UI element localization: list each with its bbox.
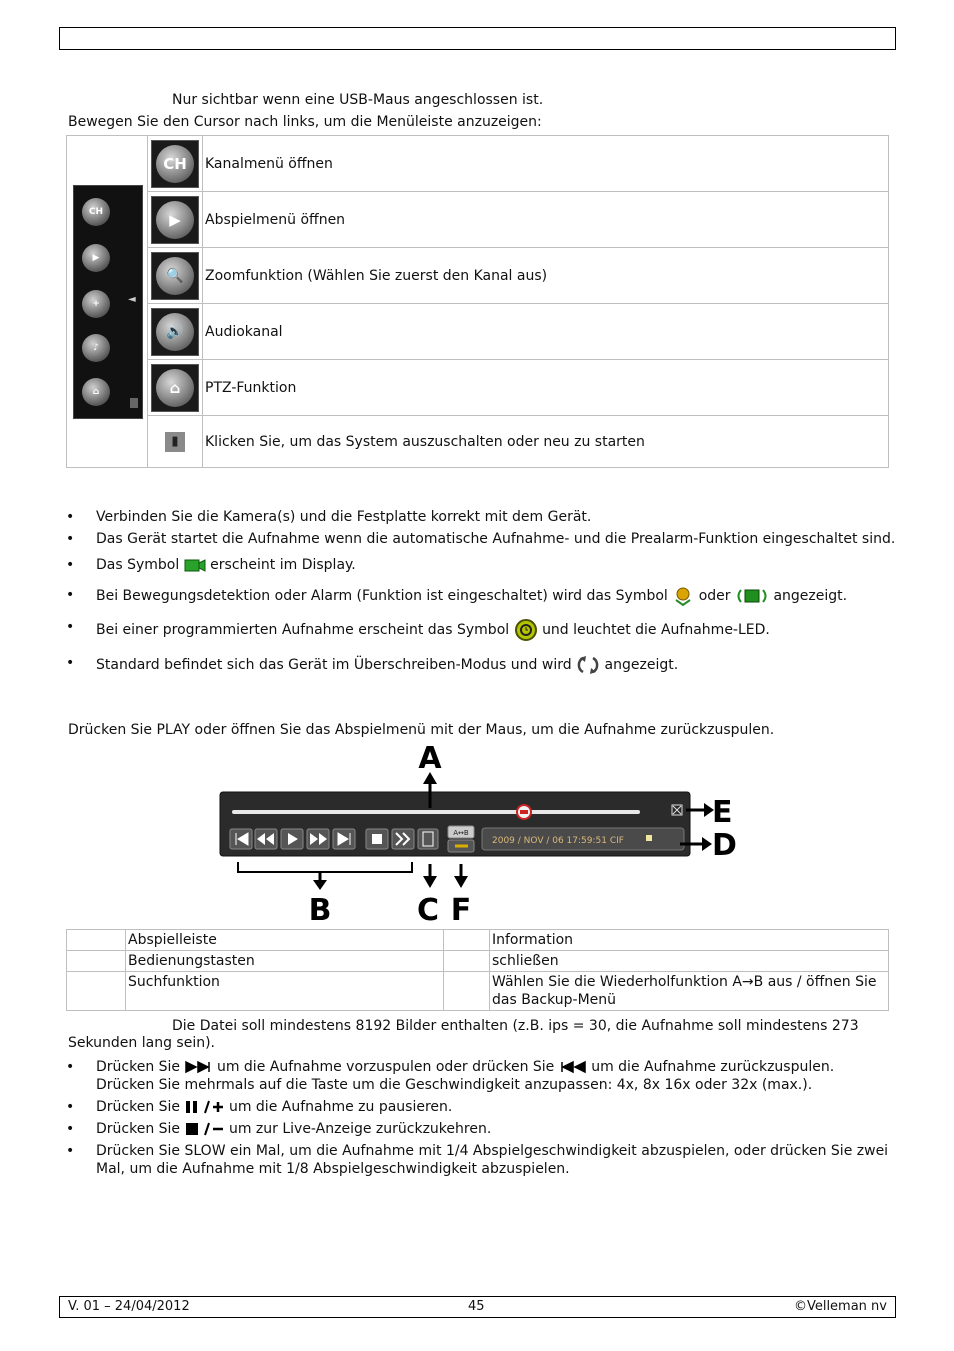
motion-icon: [672, 586, 694, 606]
file-note-line1: Die Datei soll mindestens 8192 Bilder enthalten (z.B. ips = 30, die Aufnahme soll mindestens 273: [172, 1018, 859, 1034]
overwrite-icon: [576, 654, 600, 676]
list-item: • Verbinden Sie die Kamera(s) und die Festplatte korrekt mit dem Gerät.: [66, 508, 896, 526]
sidebar-zoom-icon: +: [82, 290, 110, 318]
list-item: • Drücken Sie SLOW ein Mal, um die Aufnahme mit 1/4 Abspielgeschwindigkeit abzuspielen, oder drücken Sie zwei Mal, um die Aufnahme mit 1/8 Abspielgeschwindigkeit abzuspielen.: [66, 1142, 896, 1178]
seek-bar: [232, 810, 640, 814]
label-d: D: [712, 828, 737, 863]
footer-version: V. 01 – 24/04/2012: [68, 1299, 190, 1314]
sidebar-audio-icon: ♪: [82, 334, 110, 362]
sidebar-power-icon: [130, 398, 138, 408]
footer-page-number: 45: [468, 1299, 485, 1314]
table-cell: Wählen Sie die Wiederholfunktion A→B aus / öffnen Sie das Backup-Menü: [490, 972, 889, 1011]
list-item: • Bei einer programmierten Aufnahme erscheint das Symbol und leuchtet die Aufnahme-LED.: [66, 618, 896, 642]
schedule-clock-icon: [514, 618, 538, 642]
ab-label: A↔B: [453, 829, 469, 837]
sidebar-play-icon: ▶: [82, 244, 110, 272]
ch-icon-cell: [148, 136, 203, 192]
table-cell: [67, 930, 126, 951]
row-label: Kanalmenü öffnen: [203, 136, 889, 192]
label-b: B: [308, 893, 332, 926]
sidebar-cell: [67, 136, 148, 468]
zoom-icon[interactable]: 🔍: [151, 252, 199, 300]
table-cell: Information: [490, 930, 889, 951]
ptz-icon[interactable]: ⌂: [151, 364, 199, 412]
row-label: Zoomfunktion (Wählen Sie zuerst den Kanal aus): [203, 248, 889, 304]
footer: [59, 1296, 896, 1318]
list-item: • Drücken Sie um zur Live-Anzeige zurückzukehren.: [66, 1120, 896, 1138]
channel-icon[interactable]: CH: [151, 140, 199, 188]
stop-icon: [372, 834, 382, 844]
table-cell: Bedienungstasten: [126, 951, 444, 972]
table-cell: [444, 930, 490, 951]
list-item: • Das Symbol erscheint im Display.: [66, 556, 896, 574]
list-item: • Drücken Sie um die Aufnahme vorzuspulen oder drücken Sie um die Aufnahme zurückzuspulen. Drücken Sie mehrmals auf die Taste um die Geschwindigkeit anzupassen: 4x, 8x 16x oder 32x (max.).: [66, 1058, 896, 1094]
usb-note: Nur sichtbar wenn eine USB-Maus angeschlossen ist.: [172, 92, 544, 108]
alarm-icon: [735, 587, 769, 605]
playback-bullets: [66, 1058, 896, 1178]
footer-copyright: ©Velleman nv: [793, 1299, 887, 1314]
stop-minus-icon: [185, 1121, 225, 1137]
label-e: E: [712, 795, 733, 830]
status-text: 2009 / NOV / 06 17:59:51 CIF: [492, 836, 624, 846]
info-table: [66, 929, 889, 1011]
table-cell: [444, 951, 490, 972]
row-label: Abspielmenü öffnen: [203, 192, 889, 248]
list-item: • Standard befindet sich das Gerät im Überschreiben-Modus und wird angezeigt.: [66, 654, 896, 676]
label-f: F: [450, 893, 472, 926]
status-indicator: [646, 835, 652, 841]
sidebar-arrow-icon: ◄: [128, 293, 136, 305]
table-cell: Abspielleiste: [126, 930, 444, 951]
seek-handle-mark: [520, 810, 528, 814]
list-item: • Das Gerät startet die Aufnahme wenn die automatische Aufnahme- und die Prealarm-Funktion eingeschaltet sind.: [66, 530, 896, 548]
label-c: C: [416, 893, 440, 926]
control-buttons: [230, 826, 474, 852]
fast-rewind-icon: [559, 1060, 587, 1074]
power-icon[interactable]: ▮: [165, 432, 185, 452]
table-cell: [67, 951, 126, 972]
playback-intro: Drücken Sie PLAY oder öffnen Sie das Abspielmenü mit der Maus, um die Aufnahme zurückzuspulen.: [68, 722, 775, 738]
play-icon[interactable]: ▶: [151, 196, 199, 244]
sidebar-ch-icon: CH: [82, 198, 110, 226]
table-cell: schließen: [490, 951, 889, 972]
file-note-line2: Sekunden lang sein).: [68, 1035, 216, 1051]
row-label: Klicken Sie, um das System auszuschalten oder neu zu starten: [203, 416, 889, 468]
record-camera-icon: [184, 556, 206, 574]
row-label: Audiokanal: [203, 304, 889, 360]
sidebar-ptz-icon: ⌂: [82, 378, 110, 406]
list-item: • Bei Bewegungsdetektion oder Alarm (Funktion ist eingeschaltet) wird das Symbol oder angezeigt.: [66, 586, 896, 606]
fast-forward-icon: [185, 1060, 213, 1074]
menu-sidebar: [73, 185, 143, 419]
label-a: A: [418, 741, 442, 776]
pause-plus-icon: [185, 1099, 225, 1115]
cursor-instruction: Bewegen Sie den Cursor nach links, um die Menüleiste anzuzeigen:: [68, 114, 542, 130]
header-box: [59, 27, 896, 50]
audio-icon[interactable]: 🔊: [151, 308, 199, 356]
player-diagram: [210, 740, 750, 926]
table-cell: [67, 972, 126, 1011]
menu-table: [66, 135, 889, 468]
recording-bullets: [66, 508, 896, 676]
table-cell: Suchfunktion: [126, 972, 444, 1011]
list-item: • Drücken Sie um die Aufnahme zu pausieren.: [66, 1098, 896, 1116]
bracket-b: [238, 862, 412, 872]
table-cell: [444, 972, 490, 1011]
row-label: PTZ-Funktion: [203, 360, 889, 416]
